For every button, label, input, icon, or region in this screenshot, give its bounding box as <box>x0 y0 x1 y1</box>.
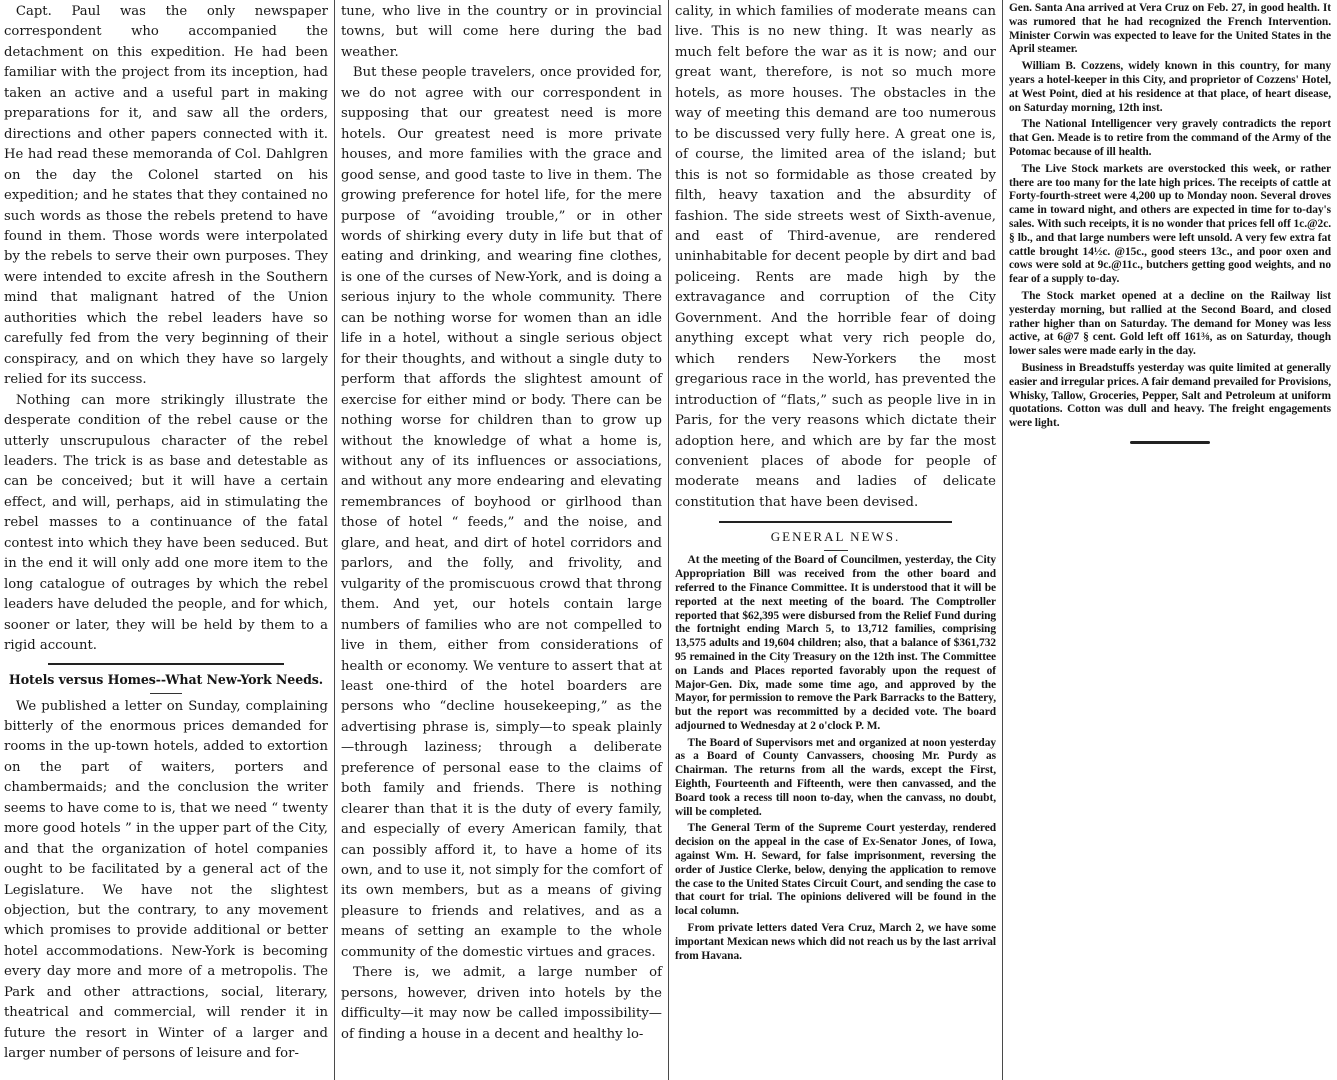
column-rule <box>48 663 284 665</box>
news-paragraph: The Stock market opened at a decline on the Railway list yesterday morning, but rallied at the Second Board, and closed rather higher than on Saturday. The demand for Money was less active, at 6@7 § cent. Gold left off 161⅜, as on Saturday, though lower sales were made early in the day. <box>1009 289 1331 358</box>
news-paragraph: At the meeting of the Board of Councilmen, yesterday, the City Appropriation Bill was received from the other board and referred to the Finance Committee. It is understood that it will be reported at the next meeting of the board. The Comptroller reported that $62,395 were disbursed from the Relief Fund during the fortnight ending March 5, to 13,712 families, comprising 13,575 adults and 19,604 children; also, that a balance of $361,732 95 remained in the City Treasury on the 12th inst. The Committee on Lands and Places reported favorably upon the request of Major-Gen. Dix, made some time ago, and approved by the Mayor, for permission to remove the Park Barracks to the Battery, but the report was recommitted by a decided vote. The board adjourned to Wednesday at 2 o'clock P. M. <box>675 554 996 732</box>
end-rule <box>1130 441 1210 444</box>
article-paragraph: There is, we admit, a large number of persons, however, driven into hotels by the difficulty—it may now be called impossibility—of finding a house in a decent and healthy lo- <box>341 965 662 1042</box>
article-paragraph: Capt. Paul was the only newspaper correspondent who accompanied the detachment on this expedition. He had been familiar with the project from its inception, had taken an active and a useful part in making preparations for it, and saw all the orders, directions and other papers connected with it. He had read these memoranda of Col. Dahlgren on the day the Colonel started on his expedition; and he states that they contained no such words as those the rebels pretend to have found in them. Those words were interpolated by the rebels to serve their own purposes. They were intended to excite afresh in the Southern mind that malignant hatred of the Union authorities which the rebel leaders have so carefully fed from the very beginning of their conspiracy, and on which they have so largely relied for its success. <box>4 4 328 388</box>
section-dash <box>824 550 848 551</box>
news-paragraph: William B. Cozzens, widely known in this country, for many years a hotel-keeper in this City, and proprietor of Cozzens' Hotel, at West Point, died at his residence at that place, of heart disease, on Saturday morning, 12th inst. <box>1009 60 1331 114</box>
headline-dash <box>150 693 182 694</box>
news-paragraph: Gen. Santa Ana arrived at Vera Cruz on Feb. 27, in good health. It was rumored that he had recognized the French Intervention. Minister Corwin was expected to leave for the United States in the April steamer. <box>1009 2 1331 56</box>
column-3 <box>668 0 1002 1080</box>
news-paragraph: The Board of Supervisors met and organized at noon yesterday as a Board of County Canvassers, choosing Mr. Purdy as Chairman. The returns from all the wards, except the First, Eighth, Fourteenth and Fifteenth, were then canvassed, and the Board took a recess till noon to-day, when the canvass, no doubt, will be completed. <box>675 736 996 818</box>
news-paragraph: The Live Stock markets are overstocked this week, or rather there are too many for the late high prices. The receipts of cattle at Forty-fourth-street were 4,200 up to Monday noon. Several droves came in toward night, and others are expected in time for to-day's sales. With such receipts, it is no wonder that prices fell off 1c.@2c. § lb., and that large numbers were left unsold. A very few extra fat cattle brought 14½c. @15c., good steers 13c., and poor oxen and cows were sold at 9c.@11c., butchers getting good weights, and no fear of a supply to-day. <box>1009 162 1331 286</box>
news-paragraph: The General Term of the Supreme Court yesterday, rendered decision on the appeal in the case of Ex-Senator Jones, of Iowa, against Wm. H. Seward, for false imprisonment, reversing the order of Justice Clerke, below, denying the application to remove the case to the United States Circuit Court, and sending the case to that court for trial. The opinions delivered will be found in the local column. <box>675 822 996 918</box>
column-2 <box>334 0 668 1080</box>
column-rule <box>719 521 952 523</box>
article-paragraph: But these people travelers, once provided for, we do not agree with our correspondent in supposing that our greatest need is more hotels. Our greatest need is more private houses, and more families with the grace and good sense, and good taste to live in them. The growing preference for hotel life, for the mere purpose of “avoiding trouble,” or in other words of shirking every duty in life but that of eating and drinking, and wearing fine clothes, is one of the curses of New-York, and is doing a serious injury to the whole community. There can be nothing worse for women than an idle life in a hotel, without a single serious object for their thoughts, and without a single duty to perform that affords the slightest amount of exercise for either mind or body. There can be nothing worse for children than to grow up without the knowledge of what a home is, without any of its influences or associations, and without any more endearing and elevating remembrances of boyhood or girlhood than those of hotel “ feeds,” and the noise, and glare, and heat, and dirt of hotel corridors and parlors, and the folly, and frivolity, and vulgarity of the promiscuous crowd that throng them. And yet, our hotels contain large numbers of families who are not compelled to live in them, either from considerations of health or economy. We venture to assert that at least one-third of the hotel boarders are persons who “decline housekeeping,” as the advertising phrase is, simply—to speak plainly—through laziness; through a deliberate preference of personal ease to the claims of both family and friends. There is nothing clearer than that it is the duty of every family, and especially of every American family, that can possibly afford it, to have a home of its own, and to use it, not simply for the comfort of its own members, but as a means of giving pleasure to friends and relatives, and as a means of setting an example to the whole community of the domestic virtues and graces. <box>341 65 662 960</box>
article-paragraph: tune, who live in the country or in provincial towns, but will come here during the bad weather. <box>341 4 662 60</box>
news-paragraph: Business in Breadstuffs yesterday was quite limited at generally easier and irregular prices. A fair demand prevailed for Provisions, Whisky, Tallow, Groceries, Pepper, Salt and Petroleum at uniform quotations. Cotton was dull and heavy. The freight engagements were light. <box>1009 361 1331 430</box>
section-title: GENERAL NEWS. <box>770 529 901 545</box>
article-paragraph: We published a letter on Sunday, complaining bitterly of the enormous prices demanded for rooms in the up-town hotels, added to extortion on the part of waiters, porters and chambermaids; and the conclusion the writer seems to have come to is, that we need “ twenty more good hotels ” in the upper part of the City, and that the organization of hotel companies ought to be facilitated by a general act of the Legislature. We have not the slightest objection, but the contrary, to any movement which promises to provide additional or better hotel accommodations. New-York is becoming every day more and more of a metropolis. The Park and other attractions, social, literary, theatrical and commercial, will render it in future the resort in Winter of a larger and larger number of persons of leisure and for- <box>4 698 328 1062</box>
column-4 <box>1002 0 1337 1080</box>
news-paragraph: From private letters dated Vera Cruz, March 2, we have some important Mexican news which did not reach us by the last arrival from Havana. <box>675 922 996 962</box>
article-paragraph: Nothing can more strikingly illustrate the desperate condition of the rebel cause or the utterly unscrupulous character of the rebel leaders. The trick is as base and detestable as can be conceived; but it will have a certain effect, and will, perhaps, aid in stimulating the rebel masses to a continuance of the fatal contest into which they have been seduced. But in the end it will only add one more item to the long catalogue of outrages by which the rebel leaders have deluded the people, and for which, sooner or later, they will be held by them to a rigid account. <box>4 392 328 654</box>
article-headline: Hotels versus Homes--What New-York Needs. <box>8 671 324 687</box>
news-paragraph: The National Intelligencer very gravely contradicts the report that Gen. Meade is to retire from the command of the Army of the Potomac because of ill health. <box>1009 118 1331 158</box>
article-paragraph: cality, in which families of moderate means can live. This is no new thing. It was nearly as much felt before the war as it is now; and our great want, therefore, is not so much more hotels, as more houses. The obstacles in the way of meeting this demand are too numerous to be discussed very fully here. A great one is, of course, the limited area of the island; but this is not so formidable as those created by filth, heavy taxation and the absurdity of fashion. The side streets west of Sixth-avenue, and east of Third-avenue, are rendered uninhabitable for decent people by dirt and bad policeing. Rents are made high by the extravagance and corruption of the City Government. And the horrible fear of doing anything except what very rich people do, which renders New-Yorkers the most gregarious race in the world, has prevented the introduction of “flats,” such as people live in in Paris, for the very reasons which dictate their adoption here, and which are by far the most convenient places of abode for people of moderate means and ladies of delicate constitution that have been devised. <box>675 4 997 510</box>
column-1 <box>0 0 334 1080</box>
